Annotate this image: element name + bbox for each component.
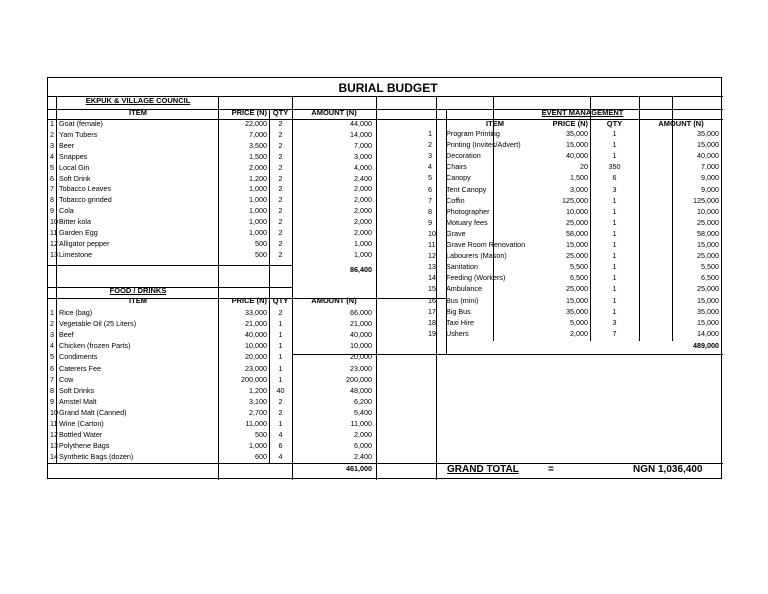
row-number: 16 bbox=[428, 295, 436, 305]
section-title: FOOD / DRINKS bbox=[109, 286, 167, 295]
header-qty: QTY bbox=[606, 119, 623, 128]
row-number: 10 bbox=[50, 217, 58, 227]
row-price: 25,000 bbox=[566, 284, 588, 294]
row-number: 2 bbox=[428, 140, 432, 150]
row-amount: 15,000 bbox=[697, 317, 719, 327]
grand-total-equals: = bbox=[548, 464, 554, 475]
row-qty: 2 bbox=[278, 119, 283, 128]
row-amount: 7,000 bbox=[354, 140, 372, 150]
row-qty: 1 bbox=[278, 330, 283, 340]
row-price: 58,000 bbox=[566, 228, 588, 238]
row-price: 200,000 bbox=[241, 374, 267, 384]
row-qty: 2 bbox=[278, 184, 283, 194]
row-number: 6 bbox=[50, 363, 54, 373]
row-amount: 2,400 bbox=[354, 173, 372, 183]
row-item: Condiments bbox=[59, 352, 98, 362]
row-amount: 1,000 bbox=[354, 249, 372, 259]
row-qty: 7 bbox=[612, 328, 617, 338]
header-price: PRICE (N) bbox=[552, 119, 588, 128]
row-price: 40,000 bbox=[245, 330, 267, 340]
header-price: PRICE (N) bbox=[231, 296, 267, 305]
row-number: 5 bbox=[50, 162, 54, 172]
row-item: Ambulance bbox=[446, 284, 482, 294]
row-amount: 10,000 bbox=[350, 341, 372, 351]
row-qty: 6 bbox=[278, 441, 283, 451]
row-amount: 15,000 bbox=[697, 140, 719, 150]
row-item: Soft Drink bbox=[59, 173, 91, 183]
row-qty: 1 bbox=[612, 262, 617, 272]
row-amount: 2,400 bbox=[354, 452, 372, 462]
row-number: 15 bbox=[428, 284, 436, 294]
section-total: 86,400 bbox=[350, 265, 372, 274]
row-amount: 11,000 bbox=[350, 419, 372, 428]
row-amount: 6,000 bbox=[354, 441, 372, 451]
row-number: 19 bbox=[428, 328, 436, 338]
row-qty: 1 bbox=[278, 352, 283, 362]
row-price: 33,000 bbox=[245, 308, 267, 317]
row-qty: 1 bbox=[612, 295, 617, 305]
row-price: 1,200 bbox=[249, 173, 267, 183]
row-qty: 1 bbox=[278, 341, 283, 351]
row-price: 5,500 bbox=[570, 262, 588, 272]
row-number: 8 bbox=[50, 195, 54, 205]
row-amount: 6,500 bbox=[701, 273, 719, 283]
row-amount: 5,400 bbox=[354, 407, 372, 417]
row-amount: 25,000 bbox=[697, 217, 719, 227]
row-number: 9 bbox=[50, 206, 54, 216]
row-item: Labourers (Mason) bbox=[446, 251, 507, 261]
section-title: EVENT MANAGEMENT bbox=[541, 108, 624, 117]
row-price: 25,000 bbox=[566, 251, 588, 261]
row-item: Tobacco Leaves bbox=[59, 184, 111, 194]
row-price: 20,000 bbox=[245, 352, 267, 362]
row-amount: 20,000 bbox=[350, 352, 372, 362]
row-item: Cola bbox=[59, 206, 74, 216]
row-item: Local Gin bbox=[59, 162, 90, 172]
row-qty: 1 bbox=[612, 140, 617, 150]
row-amount: 58,000 bbox=[697, 228, 719, 238]
row-price: 3,100 bbox=[249, 396, 267, 406]
row-number: 6 bbox=[428, 184, 432, 194]
header-amount: AMOUNT (N) bbox=[658, 119, 704, 128]
row-item: Chicken (frozen Parts) bbox=[59, 341, 131, 351]
row-amount: 14,000 bbox=[350, 129, 372, 139]
row-number: 4 bbox=[50, 151, 54, 161]
row-amount: 125,000 bbox=[693, 195, 719, 205]
row-amount: 9,000 bbox=[701, 173, 719, 183]
row-amount: 6,200 bbox=[354, 396, 372, 406]
row-price: 20 bbox=[580, 162, 588, 172]
row-price: 7,000 bbox=[249, 129, 267, 139]
row-item: Synthetic Bags (dozen) bbox=[59, 452, 134, 462]
row-price: 11,000 bbox=[245, 419, 267, 428]
row-price: 22,000 bbox=[245, 119, 267, 128]
row-item: Motuary fees bbox=[446, 217, 488, 227]
row-qty: 1 bbox=[278, 419, 283, 428]
row-price: 1,500 bbox=[249, 151, 267, 161]
row-item: Tobacco grinded bbox=[59, 195, 112, 205]
row-amount: 3,000 bbox=[354, 151, 372, 161]
row-price: 1,000 bbox=[249, 195, 267, 205]
row-amount: 2,000 bbox=[354, 228, 372, 237]
row-qty: 2 bbox=[278, 129, 283, 139]
row-qty: 1 bbox=[612, 217, 617, 227]
row-number: 17 bbox=[428, 306, 436, 316]
section-total: 489,000 bbox=[693, 341, 719, 350]
row-number: 1 bbox=[428, 129, 432, 138]
row-qty: 1 bbox=[278, 363, 283, 373]
row-price: 2,000 bbox=[570, 328, 588, 338]
row-number: 9 bbox=[50, 396, 54, 406]
row-price: 2,700 bbox=[249, 407, 267, 417]
row-qty: 1 bbox=[612, 195, 617, 205]
row-qty: 4 bbox=[278, 430, 283, 440]
row-item: Garden Egg bbox=[59, 228, 98, 237]
row-number: 5 bbox=[50, 352, 54, 362]
row-number: 11 bbox=[50, 228, 58, 237]
grid-hline bbox=[48, 265, 292, 266]
row-item: Wine (Carton) bbox=[59, 419, 104, 428]
row-item: Alligator pepper bbox=[59, 238, 110, 248]
row-amount: 23,000 bbox=[350, 363, 372, 373]
row-amount: 40,000 bbox=[697, 151, 719, 161]
row-number: 3 bbox=[50, 140, 54, 150]
section-total: 461,000 bbox=[346, 464, 372, 473]
row-price: 2,000 bbox=[249, 162, 267, 172]
row-price: 35,000 bbox=[566, 129, 588, 138]
row-price: 15,000 bbox=[566, 295, 588, 305]
row-amount: 25,000 bbox=[697, 251, 719, 261]
row-price: 1,000 bbox=[249, 217, 267, 227]
row-qty: 2 bbox=[278, 173, 283, 183]
row-qty: 1 bbox=[612, 129, 617, 138]
row-amount: 2,000 bbox=[354, 184, 372, 194]
row-qty: 1 bbox=[612, 251, 617, 261]
row-number: 12 bbox=[50, 430, 58, 440]
row-amount: 1,000 bbox=[354, 238, 372, 248]
row-price: 35,000 bbox=[566, 306, 588, 316]
row-item: Cow bbox=[59, 374, 74, 384]
row-price: 23,000 bbox=[245, 363, 267, 373]
row-price: 600 bbox=[255, 452, 267, 462]
row-item: Canopy bbox=[446, 173, 471, 183]
row-number: 7 bbox=[50, 184, 54, 194]
row-qty: 2 bbox=[278, 228, 283, 237]
row-item: Grave bbox=[446, 228, 466, 238]
row-item: Polythene Bags bbox=[59, 441, 110, 451]
row-number: 14 bbox=[428, 273, 436, 283]
row-item: Coffin bbox=[446, 195, 465, 205]
row-item: Beer bbox=[59, 140, 75, 150]
row-item: Soft Drinks bbox=[59, 385, 95, 395]
row-amount: 15,000 bbox=[697, 240, 719, 249]
row-amount: 9,000 bbox=[701, 184, 719, 194]
row-item: Yam Tubers bbox=[59, 129, 98, 139]
row-price: 1,000 bbox=[249, 184, 267, 194]
row-number: 1 bbox=[50, 308, 54, 317]
row-qty: 2 bbox=[278, 151, 283, 161]
row-amount: 2,000 bbox=[354, 206, 372, 216]
row-amount: 2,000 bbox=[354, 217, 372, 227]
row-item: Bus (mini) bbox=[446, 295, 479, 305]
section-title: EKPUK & VILLAGE COUNCIL bbox=[85, 96, 191, 105]
row-price: 5,000 bbox=[570, 317, 588, 327]
row-item: Big Bus bbox=[446, 306, 471, 316]
row-qty: 3 bbox=[612, 184, 617, 194]
row-qty: 4 bbox=[278, 452, 283, 462]
row-number: 18 bbox=[428, 317, 436, 327]
row-amount: 10,000 bbox=[697, 206, 719, 216]
row-amount: 4,000 bbox=[354, 162, 372, 172]
row-qty: 40 bbox=[276, 385, 285, 395]
row-item: Goat (female) bbox=[59, 119, 103, 128]
row-price: 25,000 bbox=[566, 217, 588, 227]
row-item: Beef bbox=[59, 330, 74, 340]
row-amount: 25,000 bbox=[697, 284, 719, 294]
row-item: Printing (Invites/Advert) bbox=[446, 140, 521, 150]
header-qty: QTY bbox=[272, 296, 289, 305]
row-item: Bitter kola bbox=[59, 217, 91, 227]
row-price: 10,000 bbox=[566, 206, 588, 216]
row-price: 500 bbox=[255, 430, 267, 440]
row-amount: 35,000 bbox=[697, 306, 719, 316]
row-qty: 2 bbox=[278, 249, 283, 259]
row-item: Chairs bbox=[446, 162, 467, 172]
row-number: 12 bbox=[428, 251, 436, 261]
row-amount: 66,000 bbox=[350, 308, 372, 317]
row-price: 10,000 bbox=[245, 341, 267, 351]
row-qty: 2 bbox=[278, 217, 283, 227]
row-item: Feeding (Workers) bbox=[446, 273, 506, 283]
grid-hline bbox=[48, 463, 723, 464]
row-qty: 2 bbox=[278, 407, 283, 417]
row-item: Decoration bbox=[446, 151, 481, 161]
row-qty: 1 bbox=[612, 240, 617, 249]
row-amount: 44,000 bbox=[350, 119, 372, 128]
row-qty: 1 bbox=[612, 206, 617, 216]
header-item: ITEM bbox=[129, 108, 147, 117]
header-qty: QTY bbox=[272, 108, 289, 117]
row-amount: 2,000 bbox=[354, 430, 372, 440]
row-number: 12 bbox=[50, 238, 58, 248]
row-price: 21,000 bbox=[245, 319, 267, 329]
row-qty: 2 bbox=[278, 238, 283, 248]
row-number: 11 bbox=[428, 240, 436, 249]
row-amount: 7,000 bbox=[701, 162, 719, 172]
header-item: ITEM bbox=[486, 119, 504, 128]
row-item: Vegetable Oil (25 Liters) bbox=[59, 319, 137, 329]
row-number: 10 bbox=[50, 407, 58, 417]
row-item: Sanitation bbox=[446, 262, 478, 272]
row-qty: 6 bbox=[612, 173, 617, 183]
row-price: 40,000 bbox=[566, 151, 588, 161]
row-number: 13 bbox=[50, 249, 58, 259]
row-number: 7 bbox=[50, 374, 54, 384]
row-item: Snappes bbox=[59, 151, 88, 161]
row-item: Taxi Hire bbox=[446, 317, 474, 327]
row-item: Ushers bbox=[446, 328, 469, 338]
row-price: 1,200 bbox=[249, 385, 267, 395]
row-price: 125,000 bbox=[562, 195, 588, 205]
row-qty: 1 bbox=[612, 151, 617, 161]
row-item: Caterers Fee bbox=[59, 363, 101, 373]
row-price: 1,000 bbox=[249, 228, 267, 237]
row-price: 3,000 bbox=[570, 184, 588, 194]
grand-total-value: NGN 1,036,400 bbox=[633, 464, 703, 475]
row-price: 500 bbox=[255, 249, 267, 259]
row-number: 13 bbox=[428, 262, 436, 272]
row-qty: 2 bbox=[278, 396, 283, 406]
row-number: 11 bbox=[50, 419, 58, 428]
row-amount: 40,000 bbox=[350, 330, 372, 340]
row-number: 8 bbox=[50, 385, 54, 395]
row-qty: 2 bbox=[278, 308, 283, 317]
row-qty: 1 bbox=[612, 273, 617, 283]
row-amount: 35,000 bbox=[697, 129, 719, 138]
grid-vline bbox=[376, 96, 377, 480]
row-item: Amstel Malt bbox=[59, 396, 97, 406]
row-qty: 3 bbox=[612, 317, 617, 327]
header-price: PRICE (N) bbox=[231, 108, 267, 117]
row-number: 13 bbox=[50, 441, 58, 451]
row-qty: 350 bbox=[608, 162, 621, 172]
row-number: 3 bbox=[50, 330, 54, 340]
row-amount: 5,500 bbox=[701, 262, 719, 272]
header-amount: AMOUNT (N) bbox=[311, 108, 357, 117]
row-price: 1,000 bbox=[249, 206, 267, 216]
row-number: 5 bbox=[428, 173, 432, 183]
row-item: Tent Canopy bbox=[446, 184, 487, 194]
row-qty: 2 bbox=[278, 162, 283, 172]
row-number: 10 bbox=[428, 228, 436, 238]
header-amount: AMOUNT (N) bbox=[311, 296, 357, 305]
row-number: 9 bbox=[428, 217, 432, 227]
page-title: BURIAL BUDGET bbox=[338, 81, 438, 95]
row-price: 500 bbox=[255, 238, 267, 248]
row-amount: 2,000 bbox=[354, 195, 372, 205]
row-amount: 200,000 bbox=[346, 374, 372, 384]
header-item: ITEM bbox=[129, 296, 147, 305]
row-qty: 2 bbox=[278, 140, 283, 150]
row-amount: 21,000 bbox=[350, 319, 372, 329]
row-price: 3,500 bbox=[249, 140, 267, 150]
row-amount: 14,000 bbox=[697, 328, 719, 338]
row-item: Rice (bag) bbox=[59, 308, 93, 317]
row-price: 6,500 bbox=[570, 273, 588, 283]
row-item: Limestone bbox=[59, 249, 93, 259]
row-qty: 1 bbox=[612, 284, 617, 294]
row-item: Program Printing bbox=[446, 129, 500, 138]
row-number: 2 bbox=[50, 129, 54, 139]
row-qty: 1 bbox=[278, 374, 283, 384]
row-number: 14 bbox=[50, 452, 58, 462]
row-amount: 15,000 bbox=[697, 295, 719, 305]
row-item: Grand Malt (Canned) bbox=[59, 407, 127, 417]
row-number: 6 bbox=[50, 173, 54, 183]
row-price: 1,000 bbox=[249, 441, 267, 451]
row-item: Bottled Water bbox=[59, 430, 103, 440]
row-qty: 1 bbox=[278, 319, 283, 329]
row-number: 2 bbox=[50, 319, 54, 329]
row-qty: 1 bbox=[612, 306, 617, 316]
row-item: Photographer bbox=[446, 206, 490, 216]
row-price: 15,000 bbox=[566, 140, 588, 150]
row-price: 1,500 bbox=[570, 173, 588, 183]
grand-total-label: GRAND TOTAL bbox=[447, 464, 519, 475]
row-number: 4 bbox=[428, 162, 432, 172]
row-qty: 1 bbox=[612, 228, 617, 238]
row-amount: 48,000 bbox=[350, 385, 372, 395]
row-number: 1 bbox=[50, 119, 54, 128]
row-number: 4 bbox=[50, 341, 54, 351]
budget-sheet bbox=[47, 77, 722, 479]
row-number: 3 bbox=[428, 151, 432, 161]
row-number: 7 bbox=[428, 195, 432, 205]
row-qty: 2 bbox=[278, 195, 283, 205]
row-qty: 2 bbox=[278, 206, 283, 216]
row-price: 15,000 bbox=[566, 240, 588, 249]
row-item: Grave Room Renovation bbox=[446, 240, 526, 249]
row-number: 8 bbox=[428, 206, 432, 216]
grid-vline bbox=[436, 96, 437, 480]
